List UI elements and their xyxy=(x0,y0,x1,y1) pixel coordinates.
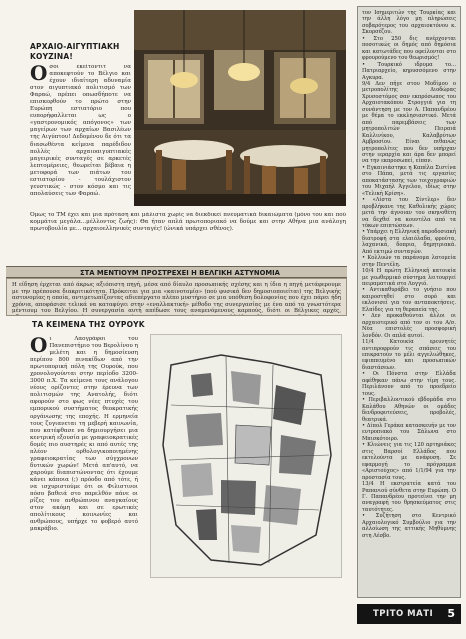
sidebar-item: • Στο 250 δις ανέρχονται ποσοτικώς οι δημός από δημόσια και κατωτάδες που οφείλονται στο φρουρούμενο του θεωρισμός! xyxy=(362,35,456,62)
article-1-text xyxy=(30,64,131,212)
sidebar-item: • Υπάρχει η Ελληνική παροδοσιακή διατροφή στα ελαιόλαδα, φρούτα, λαχανικά, δοπρια, δημητριακά. Από εκτιμώ συνταγών. xyxy=(362,229,456,255)
city-map-image xyxy=(150,334,342,578)
sidebar-item: • Δεν προκαθούνται άλλοι οι αρχαιοτερικό από τον οι του Α/σ. Νέα επιστολές προσφορική λονδόν. Οι απλά αυτοί. xyxy=(362,313,456,339)
news-sidebar xyxy=(357,6,461,598)
article-2-banner xyxy=(6,266,347,278)
article-3-heading: ΤΑ ΚΕΙΜΕΝΑ ΤΗΣ ΟΥΡΟΥΚ xyxy=(32,320,145,329)
article-1-heading: ΑΡΧΑΙΟ-ΑΙΓΥΠΤΙΑΚΗ ΚΟΥΖΙΝΑ! xyxy=(30,42,120,61)
sidebar-item: • «Λίστα του Σίντλερ» δεν προβλήκανε της Καθολικής χώρες μετά την άγνοιαν του σκηνοθέτη να δεχθεί να κουντέλα από τα τόκων επιπτώσεων. xyxy=(362,197,456,229)
sidebar-item: • Κολλυών τα παράνομα λατομεία στην Πεντέλη. xyxy=(362,255,456,268)
article-1-dropcap: Ο xyxy=(30,64,48,85)
article-1-column: σοι εκείτοντιτ να αποκεφτούν το Βέλγιο και έχουν ιδιαίτερη αδυναμία στον αιγυπτιακό πολιτισμό των Φαραώ, πρέπει οπωσδήποτε να επισκεφθούν το πρώτο στην Ευρώπη εστιατόριο που ευπορήφαλλεται ως ο «γαστρονομικός απόγονος» των μαγείρων των αρχαίων Βασιλέων της Αιγύπτου! Δεδομένου δε ότι τα διασωθέντα κείμενα παρέδιδον πολλές αρχαιοαιγυπτιακές μαγειρικές συνταγές σε αρκετές λεπτομέρειες, θεωρείται βέβαια η μετοφορά των πιάτων του εστιατορίου - τουλάχιστον γευστικώς - στον κόσμο και τις απολαύσεις των Φαραώ. xyxy=(30,64,131,197)
sidebar-item: • Συζήτηση στο Κεντρικό Αρχαιολογικό Συμβούλιο για την αλλοίωση της αττικής Μηθύμνης στη Λέσβο. xyxy=(362,513,456,539)
sidebar-item: • Περιβαλλοντικού εβδομάδα στο Καλάθου Αθηνών οι ομάδες δενδροφυτεύσεις, προβολές, θεατρικά. xyxy=(362,397,456,423)
footer-bar xyxy=(357,604,461,624)
restaurant-photo xyxy=(134,10,346,206)
magazine-title: ΤΡΙΤΟ ΜΑΤΙ xyxy=(373,609,434,619)
sidebar-item: • Δίπολ Γεράκα κατασκευήν με τον ευτροπιακό του Σάλωνα στο Μπισκότοιρο. xyxy=(362,423,456,442)
article-3-body: ι Λαογράφοι του Πανεπιστήμιο του Βερολίνου η μελέτη και η δημοσίευση περίπου 800 πινακίδων από την πρωτοπορική πόλη της Ουρούκ, που χρονολογούνται στην περίοδο 3200-3000 π.Χ. Τα κείμενα τους ανάλογου νέους ορίζοντες στην έρευνα των πολιτισμών της Ανατολής, διότι αφορούν στο φως νέες πτυχές του εμπορικού συστήματος θεοκρατικής οργάνωσης της εποχής. Η ερμηνεία τους ζυγιανεται τη μεβερή καινωνία, που κατέφθασε να δημιουργήσει μια κεντρική εξουσία με γραφειοκρατικές δομές πιο αυστηρές κι από αυτές της πλέον ορθολογικοποιημένης γραφειοκρατίας των σύγχρονων δυτικών χωρών! Μετά απ'αυτό, να χαρούμε διαπιστώνοντας ότι έχουμε κάνει κάποια (;) πρόοδο από τότε, ή να ισχυριστούμε ότι οι Φιλιστινοι πόσο βαθειά στο παρελθόν πάνε οι ρίζες του ανθρώπινου αναγκαίους στον ακόμη και σε ερωτικές απολίτικους κοινωνίες και ανθρώπους, υπήρχε το φοβερό αυτό μακράβιο. xyxy=(30,336,138,533)
sidebar-item: • Εγκαινιάστηκε η Καπέλα Σιστίνα στο Πάπα, μετά τις εργασίες αποκατάστασης των τοιχογραφιών του Μιχαήλ Άγγελου, ιδίως στην «Τελική Κρίση». xyxy=(362,164,456,197)
article-1-wide-text: Όμως το ΤΜ έχει και μια πρόταση και μάλιστα χωρίς να διεκδικεί πνευματικά δικαιώματα (μόνο του και πού κομμάτια μεγάλα...μέλλοντος ζωής): Θα ήταν απλά πρωτοποριακό να δούμε και στην Αθήνα μια ανάλογη πρωτοβουλία με... αρχαιοελληνικές συνταγές! (ώνικά υπάρχει σθένος). xyxy=(30,212,346,233)
article-3-text xyxy=(30,336,138,598)
sidebar-item: • Αντικαθυράβει το γνήσιο που καιροστηθεί στο σορό και εκλονισεί για τον ανταποκτήσεις. Ελπίδες για τη θεραπεία της. xyxy=(362,287,456,313)
sidebar-item: • Οι Πόνστα στην Ελλάδα αφέθηκαν πάνω στην τίμη τους. Περιλάνουν από το προεδρείο τους. xyxy=(362,371,456,397)
sidebar-item: τον Ισημεριτών της Τουρκίας και την άλλη λόγο μη πληρώσεις σοβαρότερος του αρχαιοκτόνου κ. Σκορσέζου. xyxy=(362,10,456,36)
sidebar-item: 11/4 Κατοικία ερευνητές αντιπροφρούν τις σπάσεις του επικρατούν το μέλι αγγελιώθηκες, εφιππευμένο και προσωπικών διαστάσεων. xyxy=(362,339,456,371)
sidebar-item: 10/4 Η πρώτη Ελληνική κατοικία με γεωθερμικό σύστημα λειτουργεί πειραματικά στο Λογγιό. xyxy=(362,268,456,288)
sidebar-item: • Κλιώνεις για τις 120 αρτηριάκες στις Βαρσοί Ελλάδος που εκτελούντα με ανάφυση. Σε εφαρμογή το πρόγραμμα «Αριστούχος» από 1/1/94 για την προστασία τους. xyxy=(362,442,456,481)
sidebar-item: • Τουρκικό ιδρυμα το... Πατριαρχείο, κηρυσσόμενο στην Αγκυρα. xyxy=(362,61,456,81)
page-number: 5 xyxy=(447,607,455,620)
sidebar-item: 13/4 Η εκστρατεία κατά του Ραπανιού σύνθετα στην Ευρώπη. Ο Γ. Παπανδρέου προτείνει την μη αναγραφή του θρησκεύματος στις ταυτότητες. xyxy=(362,481,456,513)
article-2-text: Η είδηση έρχεται από άκρως αξιόπιστη πηγή, μέσα από δίαυλο προσωπικής σχέσης και η ίδια η πηγή μετάφερουμε με την πρέπουσα διακριτικότητα. Πρόκειται για μια «καινοτομία» (πού φυσικά δεν δημοσιοποιείται) της Βελγικής αστυνομίας η οποία, αντιμετωπίζοντας αδιεπέργατο πλέπο μυστήριο σε μια υπόθεση δολοφονίας που έχει πάρει ήδη χρόνια, αποφάσισε τελικά να καταφύγει στην «εναλλακτική» μέθοδο της συνεργασίας με ένα από τα γνωστότερα μέντιουμ του Βελγίου. Η συνεργασία αυτή απέδωσε τους αναμενόμενους καρπούς, διότι οι Βέλγικες αρχές, xyxy=(12,282,341,315)
article-2-box xyxy=(6,278,347,316)
article-2-heading: ΣΤΑ ΜΕΝΤΙΟΥΜ ΠΡΟΣΤΡΕΧΕΙ Η ΒΕΛΓΙΚΗ ΑΣΤΥΝΟΜΙΑ xyxy=(80,269,280,277)
article-3-dropcap: Ο xyxy=(30,336,48,357)
sidebar-item: 9/4 Δεν πήγε στου Μοδίμου ο μετροπολίτης Διοδώρας Χρυσοστόμος σαν εκπρόσωπος του Αρχαιοτακόπου Στρογγιά για τη συνάντηση με τον Α. Παπανδρέου με θέμα το εκκλησιαστικό. Μετά από παρεμβάσεις των μητροπολιτών Πειραιά Καλλινίκου, Καλαβρύτων Αμβροσίου. Είναι πιθανώς μητροπολίτες που δεν υπήρχαν στην ιεραρχία και άρα δεν μπορεί να την εκπροσωπεί, είπαν. xyxy=(362,80,456,165)
